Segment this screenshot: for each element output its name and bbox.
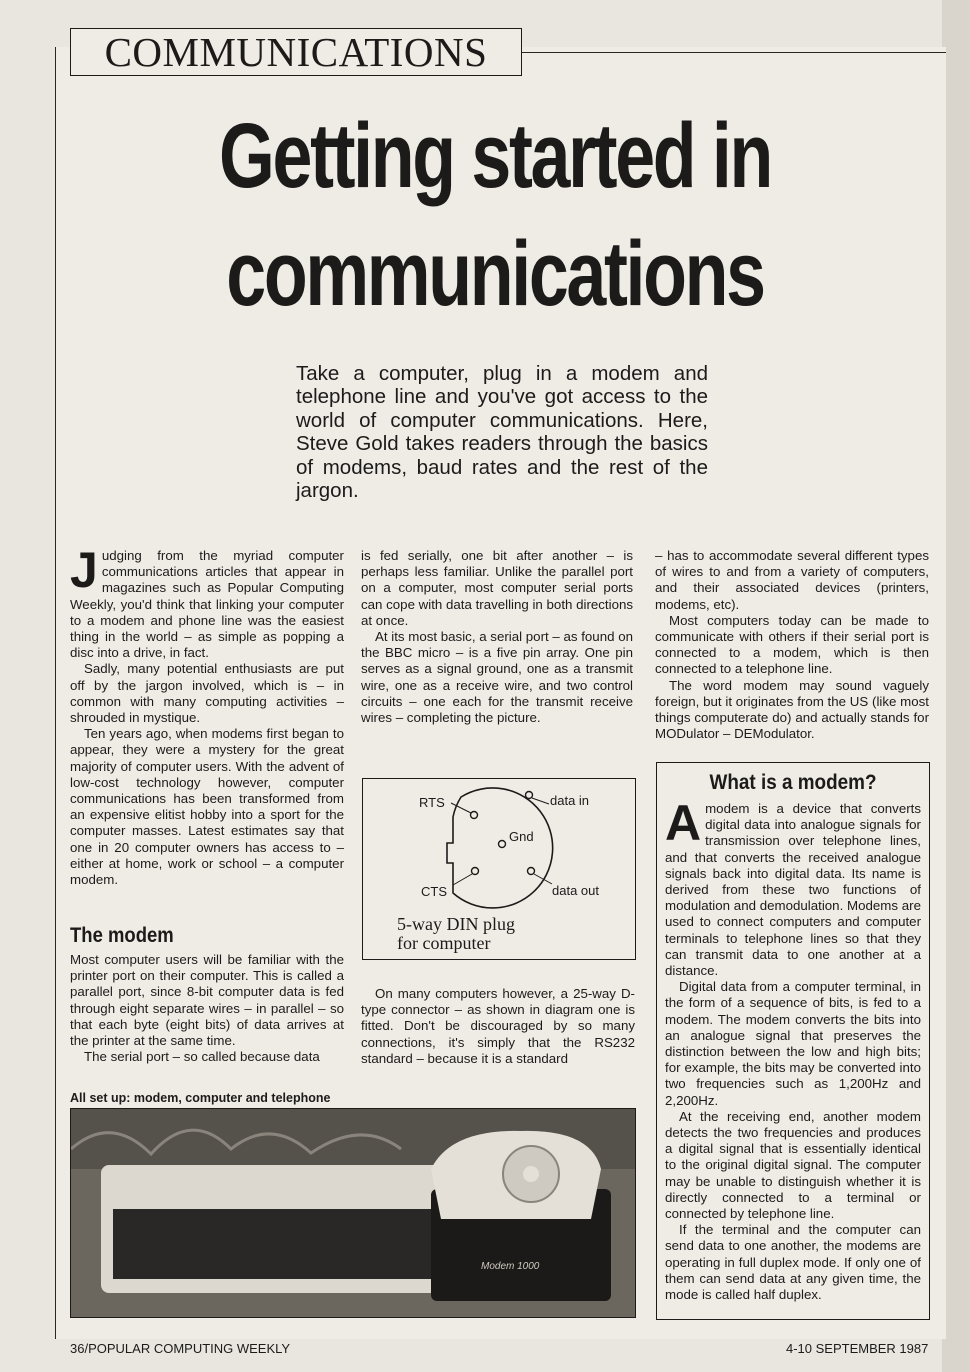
column-1 [70, 542, 344, 888]
footer-page-number: 36/POPULAR COMPUTING WEEKLY [70, 1341, 291, 1356]
photo-modem-computer-telephone [70, 1108, 636, 1318]
leader-cts [453, 874, 472, 885]
pin-data-in [526, 792, 533, 799]
paragraph: Most computer users will be familiar with the printer port on their computer. This is called a parallel port, since 8-bit computer data is fed through eight separate wires – in parallel – so that each byte (eight bits) of data arrives at the printer at the same time. [70, 952, 344, 1049]
paragraph: – has to accommodate several different types of wires to and from a variety of computers, and their associated devices (printers, modems, etc). [655, 548, 929, 612]
diagram-caption: 5-way DIN plug for computer [397, 914, 515, 953]
paragraph: If the terminal and the computer can send data to one another, the modems are operating in full duplex mode. If only one of them can send data at any given time, the mode is called half duplex. [665, 1222, 921, 1303]
label-data-out: data out [552, 883, 599, 898]
section-label: COMMUNICATIONS [70, 28, 522, 76]
column-2-continued [361, 986, 635, 1067]
sidebar-title: What is a modem? [709, 771, 877, 794]
subheading-the-modem: The modem [70, 924, 174, 947]
photo-caption: All set up: modem, computer and telephone [70, 1091, 331, 1105]
drop-cap: A [665, 795, 702, 851]
facing-page-edge [942, 0, 970, 1372]
paragraph: Digital data from a computer terminal, in the form of a sequence of bits, is fed to a modem. The modem converts the bits into an analogue signal that preserves the distinction between the low and high bits; for example, the bits may be converted into two frequencies such as 1,200Hz and 2,200Hz. [665, 979, 921, 1108]
sidebar-what-is-a-modem [656, 762, 930, 1320]
header-rule [520, 52, 946, 53]
intro-paragraph: Judging from the myriad computer communications articles that appear in magazines such as Popular Computing Weekly, you'd think that linking your computer to a modem and phone line was the easiest thing in the world – as simple as popping a disc into a drive, in fact. [70, 542, 344, 661]
paragraph: At the receiving end, another modem detects the two frequencies and produces a digital signal that is essentially identical to the original digital signal. The computer may be unable to distinguish whether it is directly connected to a terminal or connected by telephone line. [665, 1108, 921, 1222]
pin-data-out [528, 868, 535, 875]
footer-date: 4-10 SEPTEMBER 1987 [786, 1341, 929, 1356]
modem-section-text [70, 952, 344, 1065]
paragraph: The word modem may sound vaguely foreign, but it originates from the US (like most things computerate do) and actually stands for MODulator – DEModulator. [655, 677, 929, 742]
column-2 [361, 548, 633, 726]
standfirst: Take a computer, plug in a modem and telephone line and you've got access to the world of computer communications. Here, Steve Gold takes readers through the basics of modems, baud rates and the rest of the jargon. [296, 362, 708, 503]
photo-illustration [71, 1109, 635, 1317]
modem-label: Modem 1000 [481, 1261, 540, 1272]
column-3 [655, 548, 929, 742]
paragraph: Ten years ago, when modems first began to appear, they were a mystery for the great majority of computer users. With the advent of low-cost technology however, computer communications has been transformed from an expensive elitist hobby into a sport for the computer masses. Latest estimates say that one in 20 computer owners has access to – either at home, work or school – a computer modem. [70, 726, 344, 888]
paragraph: At its most basic, a serial port – as found on the BBC micro – is a five pin array. One pin serves as a signal ground, one as a transmit wire, one as a receive wire, and two control circuits – one each for the transmit receive wires – completing the picture. [361, 629, 633, 726]
label-data-in: data in [550, 793, 590, 808]
headline-line-1: Getting started in [219, 105, 771, 207]
plug-outline [447, 788, 553, 908]
paragraph: On many computers however, a 25-way D-type connector – as shown in diagram one is fitted. Don't be discouraged by so many connections, it's simply that the RS232 standard – because it is a standard [361, 986, 635, 1066]
dial-centre [523, 1166, 539, 1182]
paragraph: is fed serially, one bit after another – is perhaps less familiar. Unlike the parallel port on a computer, most computer serial ports can cope with data travelling in both directions at once. [361, 548, 634, 628]
paragraph: Most computers today can be made to communicate with others if their serial port is connected to a modem, which is then connected to a telephone line. [655, 612, 929, 677]
paragraph: The serial port – so called because data [84, 1049, 320, 1065]
din-plug-diagram [362, 778, 636, 960]
pin-gnd [499, 841, 506, 848]
paragraph: Amodem is a device that converts digital data into analogue signals for transmission over telephone lines, and that converts the received analogue signals back into digital data. Its name is derived from these two functions of modulation and demodulation. Modems are used to connect computers and computer terminals to telephone lines so that they can transmit data to one another at a distance. [665, 795, 921, 979]
paragraph: Sadly, many potential enthusiasts are put off by the jargon involved, which is – in common with many computing activities – shrouded in mystique. [70, 661, 344, 726]
label-rts: RTS [419, 795, 445, 810]
label-cts: CTS [421, 884, 447, 899]
label-gnd: Gnd [509, 829, 534, 844]
pin-rts [471, 812, 478, 819]
drop-cap: J [70, 542, 98, 598]
leader-data-out [534, 874, 552, 884]
leader-data-in [532, 798, 549, 804]
headline-line-2: communications [226, 223, 764, 325]
sidebar-body [665, 795, 921, 1303]
keyboard [113, 1209, 433, 1279]
pin-cts [472, 868, 479, 875]
